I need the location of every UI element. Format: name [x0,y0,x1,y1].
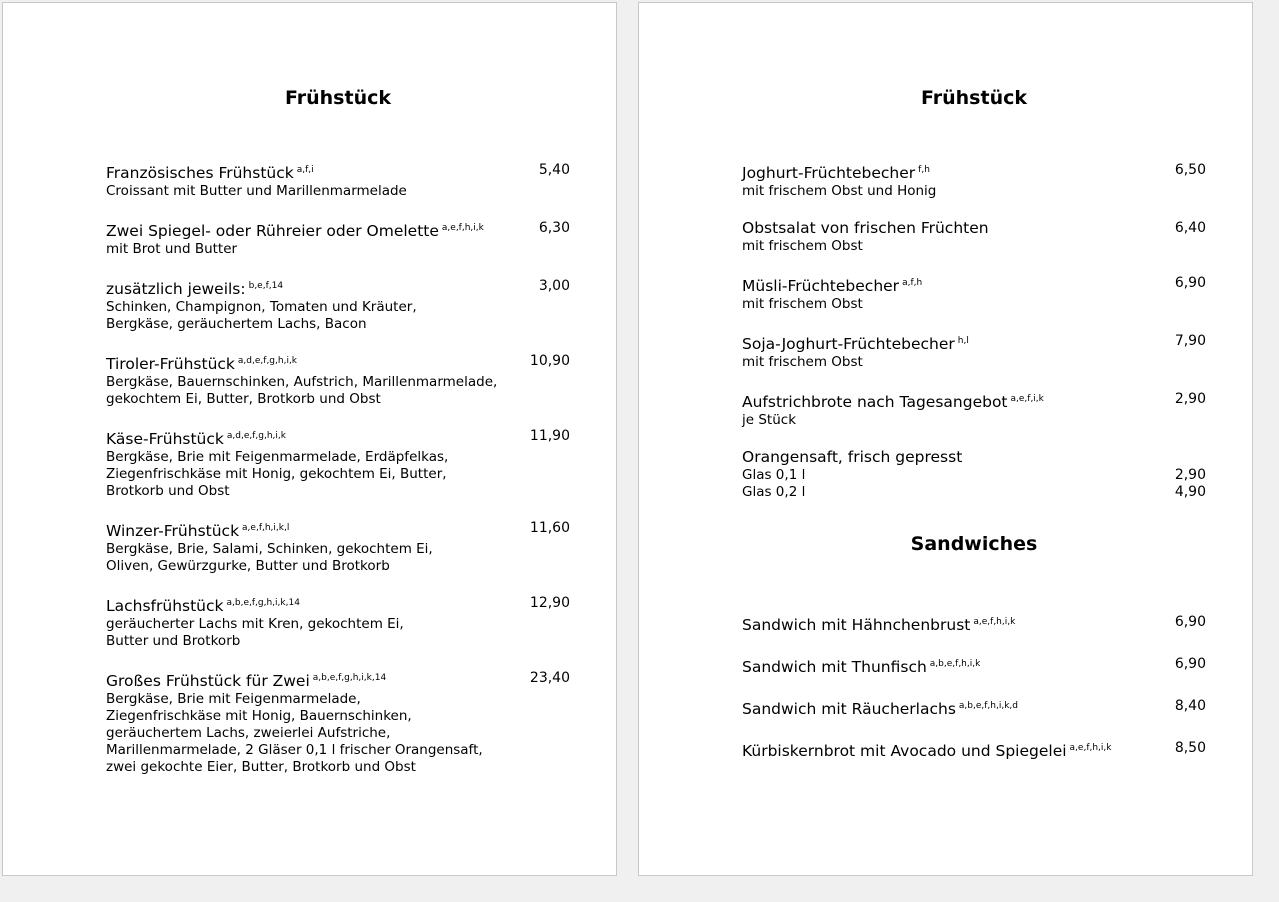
menu-page-right [638,2,1253,876]
size-label: Glas 0,1 l [742,467,806,483]
item-name: Obstsalat von frischen Früchten [742,219,989,237]
menu-page-left [2,2,617,876]
item-description: Ziegenfrischkäse mit Honig, gekochtem Ei, Butter, [106,466,447,482]
size-row [742,484,1206,501]
item-name: Winzer-Frühstück [106,522,240,540]
allergen-codes: a,d,e,f,g,h,i,k [226,431,286,441]
menu-item-orange-juice [742,448,1206,501]
allergen-codes: a,f,h [902,278,923,288]
item-description: mit frischem Obst [742,238,863,254]
allergen-codes: a,b,e,f,h,i,k [929,659,981,669]
item-price: 6,50 [1174,162,1206,178]
item-description: mit frischem Obst [742,296,863,312]
menu-item-list [106,161,570,776]
menu-item [742,390,1206,429]
section-title-fruehstueck: Frühstück [284,87,391,109]
item-price: 6,90 [1174,656,1206,672]
menu-item [742,332,1206,371]
item-description: gekochtem Ei, Butter, Brotkorb und Obst [106,391,381,407]
sandwich-list [742,613,1206,761]
section-title-sandwiches: Sandwiches [910,533,1038,555]
allergen-codes: f,h [918,165,930,175]
item-name: Sandwich mit Räucherlachs [742,700,956,718]
item-price: 3,00 [538,278,570,294]
item-name-line [106,669,570,691]
item-name-line [742,655,1206,677]
item-name: Großes Frühstück für Zwei [106,672,310,690]
item-description: Ziegenfrischkäse mit Honig, Bauernschinken, [106,708,412,724]
item-price: 11,90 [529,428,570,444]
size-price: 4,90 [1174,484,1206,500]
item-description: mit frischem Obst und Honig [742,183,937,199]
item-name: Käse-Frühstück [106,430,224,448]
menu-item [742,219,1206,255]
item-description: Brotkorb und Obst [106,483,230,499]
menu-item [106,161,570,200]
item-name-line [742,332,1206,354]
item-price: 11,60 [529,520,570,536]
item-description: Bergkäse, geräuchertem Lachs, Bacon [106,316,367,332]
item-description: Bergkäse, Bauernschinken, Aufstrich, Marillenmarmelade, [106,374,498,390]
item-description: Butter und Brotkorb [106,633,241,649]
item-name: Lachsfrühstück [106,597,224,615]
menu-item [742,161,1206,200]
menu-item [106,352,570,408]
menu-item [106,594,570,650]
item-price: 6,30 [538,220,570,236]
menu-item [742,274,1206,313]
item-price: 6,90 [1174,275,1206,291]
allergen-codes: a,e,f,i,k [1010,394,1044,404]
item-description: Oliven, Gewürzgurke, Butter und Brotkorb [106,558,390,574]
item-price: 8,50 [1174,740,1206,756]
item-price: 23,40 [529,670,570,686]
item-price: 8,40 [1174,698,1206,714]
item-name: zusätzlich jeweils: [106,280,246,298]
item-name-line [742,613,1206,635]
allergen-codes: a,e,f,h,i,k [973,617,1016,627]
menu-item [106,669,570,776]
item-name: Joghurt-Früchtebecher [742,164,916,182]
item-name: Zwei Spiegel- oder Rühreier oder Omelette [106,222,439,240]
item-description: mit Brot und Butter [106,241,238,257]
item-description: geräuchertem Lachs, zweierlei Aufstriche, [106,725,391,741]
menu-item [106,219,570,258]
item-price: 12,90 [529,595,570,611]
item-description: Bergkäse, Brie mit Feigenmarmelade, [106,691,361,707]
menu-item [106,519,570,575]
item-name-line [106,352,570,374]
item-name: Französisches Frühstück [106,164,294,182]
item-name: Müsli-Früchtebecher [742,277,900,295]
allergen-codes: a,b,e,f,g,h,i,k,14 [226,598,300,608]
allergen-codes: a,d,e,f,g,h,i,k [237,356,298,366]
allergen-codes: a,b,e,f,h,i,k,d [958,701,1018,711]
item-name-line [742,697,1206,719]
size-row [742,467,1206,484]
item-name-line [106,277,570,299]
item-name-line [106,594,570,616]
item-name: Orangensaft, frisch gepresst [742,448,963,466]
item-price: 6,90 [1174,614,1206,630]
item-price: 5,40 [538,162,570,178]
item-name: Kürbiskernbrot mit Avocado und Spiegelei [742,742,1067,760]
menu-item [742,739,1206,761]
item-name-line [106,427,570,449]
allergen-codes: b,e,f,14 [248,281,284,291]
allergen-codes: a,e,f,h,i,k,l [242,523,290,533]
menu-item [106,427,570,500]
section-title-fruehstueck: Frühstück [920,87,1027,109]
item-name-line [742,739,1206,761]
item-description: zwei gekochte Eier, Butter, Brotkorb und Obst [106,759,416,775]
size-label: Glas 0,2 l [742,484,806,500]
item-name: Sandwich mit Thunfisch [742,658,927,676]
item-name: Aufstrichbrote nach Tagesangebot [742,393,1008,411]
item-price: 7,90 [1174,333,1206,349]
item-name-line [742,274,1206,296]
item-description: geräucherter Lachs mit Kren, gekochtem Ei, [106,616,404,632]
item-name-line [106,161,570,183]
menu-item [742,655,1206,677]
allergen-codes: a,e,f,h,i,k [1069,743,1112,753]
item-name-line [106,219,570,241]
item-name-line [742,390,1206,412]
menu-item [742,613,1206,635]
item-price: 10,90 [529,353,570,369]
item-name-line [742,219,1206,238]
item-name: Soja-Joghurt-Früchtebecher [742,335,955,353]
item-name: Sandwich mit Hähnchenbrust [742,616,971,634]
item-description: Bergkäse, Brie mit Feigenmarmelade, Erdäpfelkas, [106,449,449,465]
item-description: Marillenmarmelade, 2 Gläser 0,1 l frischer Orangensaft, [106,742,483,758]
item-description: Bergkäse, Brie, Salami, Schinken, gekochtem Ei, [106,541,433,557]
item-name-line [106,519,570,541]
item-description: je Stück [742,412,797,428]
item-description: Croissant mit Butter und Marillenmarmelade [106,183,407,199]
allergen-codes: a,f,i [296,165,314,175]
item-description: Schinken, Champignon, Tomaten und Kräuter, [106,299,417,315]
item-name: Tiroler-Frühstück [106,355,235,373]
menu-item [742,697,1206,719]
item-price: 6,40 [1174,220,1206,236]
allergen-codes: h,l [957,336,969,346]
menu-item [106,277,570,333]
allergen-codes: a,e,f,h,i,k [441,223,484,233]
size-price: 2,90 [1174,467,1206,483]
menu-item-list [742,161,1206,429]
item-description: mit frischem Obst [742,354,863,370]
allergen-codes: a,b,e,f,g,h,i,k,14 [312,673,387,683]
item-name-line [742,161,1206,183]
item-price: 2,90 [1174,391,1206,407]
